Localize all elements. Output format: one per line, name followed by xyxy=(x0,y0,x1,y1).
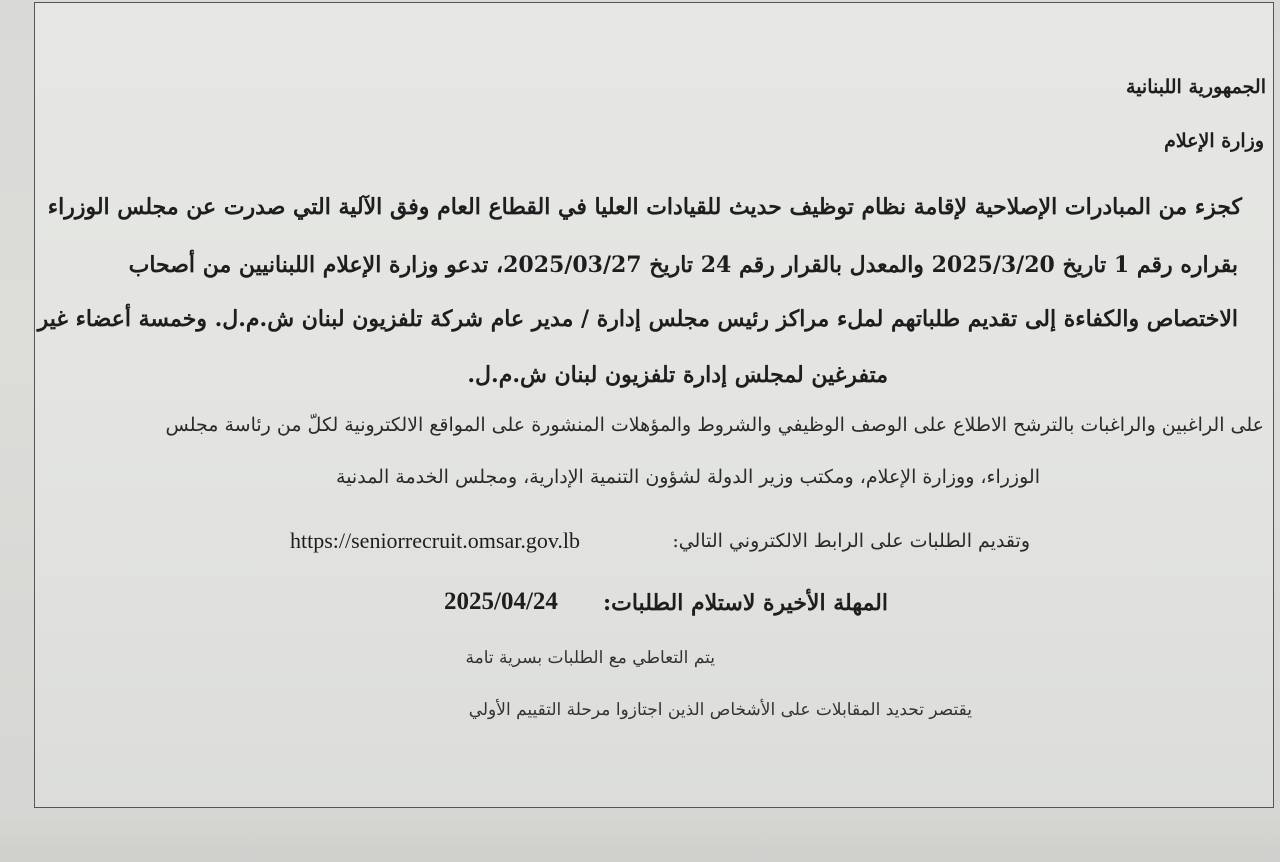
application-url[interactable]: https://seniorrecruit.omsar.gov.lb xyxy=(290,528,581,553)
desk-surface xyxy=(0,812,1280,862)
header-ministry: وزارة الإعلام xyxy=(1164,130,1264,152)
info-line-2: الوزراء، ووزارة الإعلام، ومكتب وزير الدولة لشؤون التنمية الإدارية، ومجلس الخدمة المدنية xyxy=(336,466,1040,488)
apply-text: وتقديم الطلبات على الرابط الالكتروني التالي: xyxy=(672,530,1030,552)
announcement-line-4: متفرغين لمجلس إدارة تلفزيون لبنان ش.م.ل. xyxy=(467,362,888,388)
announcement-line-3: الاختصاص والكفاءة إلى تقديم طلباتهم لملء مراكز رئيس مجلس إدارة / مدير عام شركة تلفزيون لبنان ش.م.ل. وخمسة أعضاء غير xyxy=(37,306,1238,332)
note-interviews: يقتصر تحديد المقابلات على الأشخاص الذين اجتازوا مرحلة التقييم الأولي xyxy=(468,700,972,720)
document-sheet xyxy=(34,2,1274,808)
note-confidentiality: يتم التعاطي مع الطلبات بسرية تامة xyxy=(465,648,715,668)
announcement-line-2: بقراره رقم 1 تاريخ 2025/3/20 والمعدل بالقرار رقم 24 تاريخ 2025/03/27، تدعو وزارة الإعلام اللبنانيين من أصحاب xyxy=(128,252,1238,278)
announcement-line-1: كجزء من المبادرات الإصلاحية لإقامة نظام توظيف حديث للقيادات العليا في القطاع العام وفق الآلية التي صدرت عن مجلس الوزراء xyxy=(47,194,1242,220)
info-line-1: على الراغبين والراغبات بالترشح الاطلاع على الوصف الوظيفي والشروط والمؤهلات المنشورة على المواقع الالكترونية لكلّ من رئاسة مجلس xyxy=(165,414,1264,436)
deadline-label: المهلة الأخيرة لاستلام الطلبات: xyxy=(603,590,888,616)
header-republic: الجمهورية اللبنانية xyxy=(1126,76,1266,98)
deadline-date: 2025/04/24 xyxy=(444,588,558,615)
